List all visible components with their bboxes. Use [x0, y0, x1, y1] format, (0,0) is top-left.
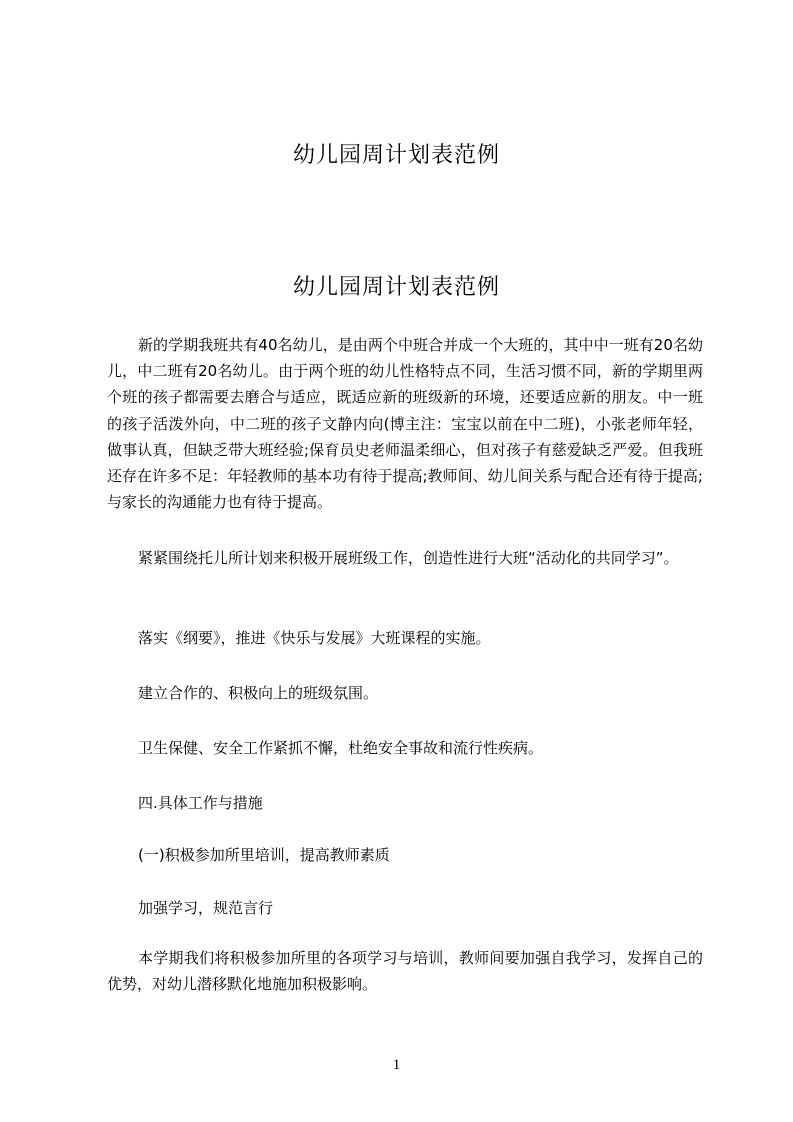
subsection-item: 加强学习，规范言行 — [138, 899, 274, 917]
study-paragraph: 本学期我们将积极参加所里的各项学习与培训，教师间要加强自我学习，发挥自己的优势，对幼儿潜移默化地施加积极影响。 — [107, 949, 703, 994]
page-number: 1 — [392, 1057, 401, 1073]
goal-paragraph: 紧紧围绕托儿所计划来积极开展班级工作，创造性进行大班“活动化的共同学习”。 — [138, 549, 679, 567]
subsection-heading: (一)积极参加所里培训，提高教师素质 — [138, 846, 390, 864]
goal-item-safety: 卫生保健、安全工作紧抓不懈，杜绝安全事故和流行性疾病。 — [138, 739, 544, 757]
goal-item-atmosphere: 建立合作的、积极向上的班级氛围。 — [138, 684, 379, 702]
cover-title: 幼儿园周计划表范例 — [292, 143, 500, 168]
intro-paragraph: 新的学期我班共有40名幼儿，是由两个中班合并成一个大班的，其中中一班有20名幼儿，中二班有20名幼儿。由于两个班的幼儿性格特点不同，生活习惯不同，新的学期里两个班的孩子都需要去磨合与适应，既适应新的班级新的环境，还要适应新的朋友。中一班的孩子活泼外向，中二班的孩子文静内向(博主注：宝宝以前在中二班)，小张老师年轻，做事认真，但缺乏带大班经验;保育员史老师温柔细心，但对孩子有慈爱缺乏严爱。但我班还存在许多不足：年轻教师的基本功有待于提高;教师间、幼儿间关系与配合还有待于提高;与家长的沟通能力也有待于提高。 — [107, 336, 703, 512]
goal-item-curriculum: 落实《纲要》，推进《快乐与发展》大班课程的实施。 — [138, 629, 491, 647]
main-title: 幼儿园周计划表范例 — [292, 275, 500, 300]
section-heading: 四.具体工作与措施 — [138, 794, 263, 812]
